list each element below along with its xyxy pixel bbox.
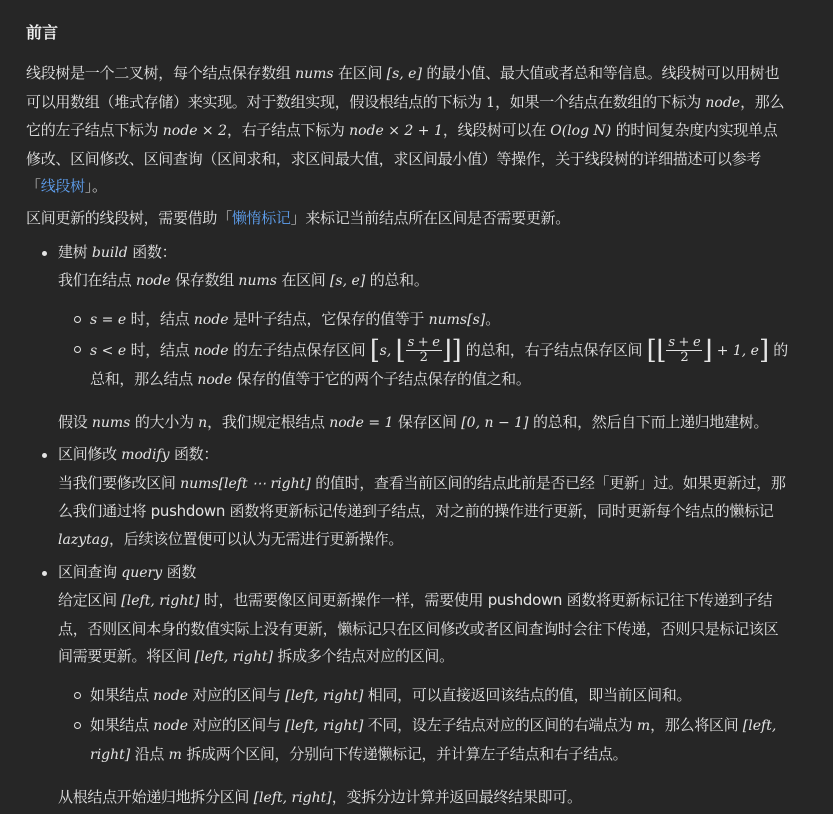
list-item-modify	[26, 441, 789, 554]
query-after: 从根结点开始递归地拆分区间 [left, right]，变拆分边计算并返回最终结果即可。	[58, 787, 582, 806]
list-item-same-range: 如果结点 node 对应的区间与 [left, right] 相同，可以直接返回该结点的值，即当前区间和。	[58, 682, 789, 711]
modify-desc: 当我们要修改区间 nums[left ⋯ right] 的值时，查看当前区间的结点此前是否已经「更新」过。如果更新过，那么我们通过将 pushdown 函数将更新标记传递到子结点，对之前的操作进行更新，同时更新每个结点的懒标记 lazytag，后续该位置便可以认为无需进行更新操作。	[58, 473, 786, 548]
query-desc: 给定区间 [left, right] 时，也需要像区间更新操作一样，需要使用 pushdown 函数将更新标记往下传递到子结点，否则区间本身的数值实际上没有更新，懒标记只在区间修改或者区间查询时会往下传递，否则只是标记该区间需要更新。将区间 [left, right] 拆成多个结点对应的区间。	[58, 591, 779, 666]
build-desc: 我们在结点 node 保存数组 nums 在区间 [s, e] 的总和。	[58, 271, 429, 290]
build-after: 假设 nums 的大小为 n，我们规定根结点 node = 1 保存区间 [0, n − 1] 的总和，然后自下而上递归地建树。	[58, 412, 769, 431]
query-sublist	[58, 682, 789, 770]
segment-tree-link[interactable]: 线段树	[40, 177, 85, 196]
page-title: 前言	[26, 23, 59, 42]
lazy-tag-link[interactable]: 懒惰标记	[231, 208, 291, 227]
fraction: $\frac{s + e}{2}$	[668, 335, 701, 366]
build-sublist	[58, 306, 789, 395]
query-title: 区间查询 query 函数	[58, 562, 197, 581]
intro-paragraph: 线段树是一个二叉树，每个结点保存数组 nums 在区间 [s, e] 的最小值、最大值或者总和等信息。线段树可以用树也可以用数组（堆式存储）来实现。对于数组实现，假设根结点的下标为 1，如果一个结点在数组的下标为 node，那么它的左子结点下标为 node × 2，右子结点下标为 node × 2 + 1，线段树可以在 O(log N) 的时间复杂度内实现单点修改、区间修改、区间查询（区间求和，求区间最大值，求区间最小值）等操作，关于线段树的详细描述可以参考「线段树」。	[26, 64, 785, 196]
list-item-internal: s < e 时，结点 node 的左子结点保存区间 [s, ⌊ $\frac{s + e}{2}$ ⌋] 的总和，右子结点保存区间 [⌊ $\frac{s + e}{2}$ ⌋ + 1, e] 的总和，那么结点 node 保存的值等于它的两个子结点保存的值之和。	[58, 336, 789, 394]
list-item-query	[26, 559, 789, 813]
lazy-paragraph: 区间更新的线段树，需要借助「懒惰标记」来标记当前结点所在区间是否需要更新。	[26, 208, 570, 227]
build-title: 建树 build 函数：	[58, 242, 177, 261]
modify-title: 区间修改 modify 函数：	[58, 445, 219, 464]
list-item-leaf: s = e 时，结点 node 是叶子结点，它保存的值等于 nums[s]。	[58, 306, 789, 335]
list-item-diff-range: 如果结点 node 对应的区间与 [left, right] 不同，设左子结点对应的区间的右端点为 m，那么将区间 [left, right] 沿点 m 拆成两个区间，分别向下传递懒标记，并计算左子结点和右子结点。	[58, 712, 789, 769]
list-item-build	[26, 239, 789, 438]
function-list	[26, 239, 789, 813]
fraction: $\frac{s + e}{2}$	[407, 335, 440, 366]
